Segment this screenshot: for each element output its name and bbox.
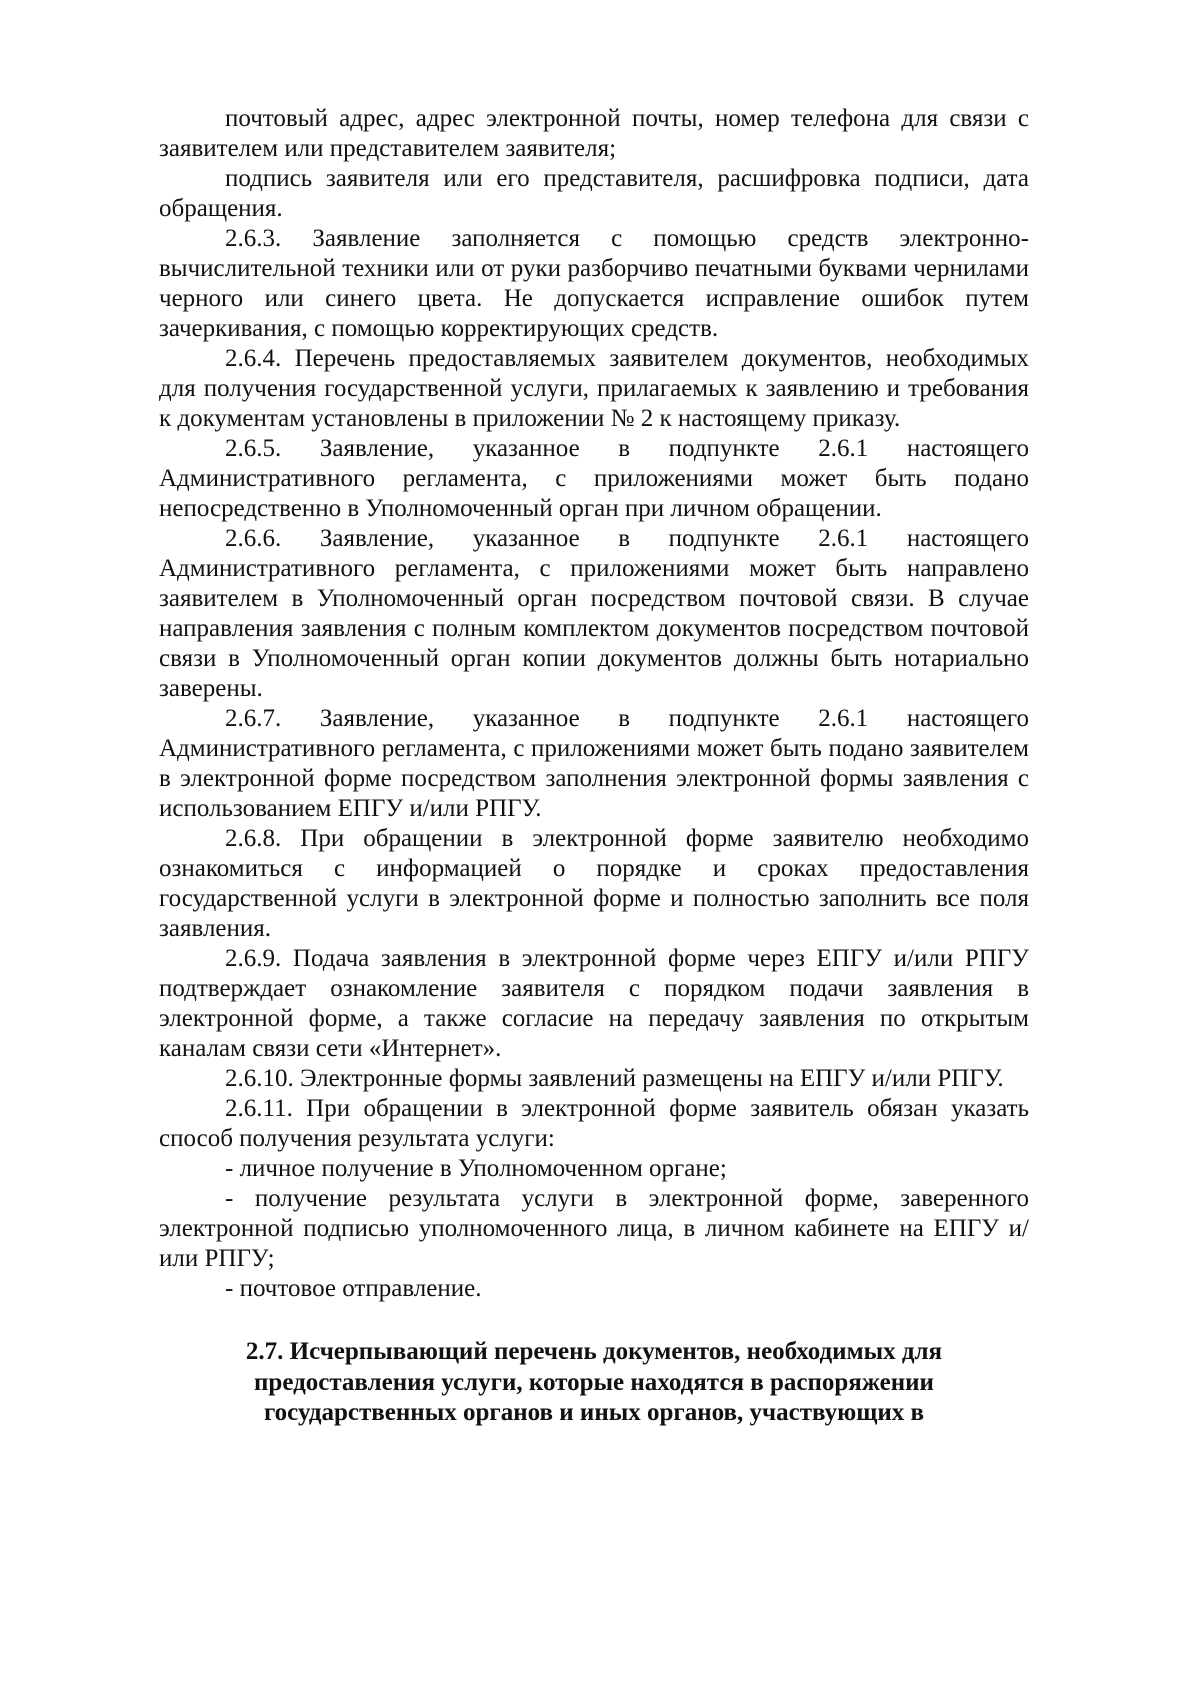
paragraph-2-6-9: 2.6.9. Подача заявления в электронной форме через ЕПГУ и/или РПГУ подтверждает ознакомление заявителя с порядком подачи заявления в электронной форме, а также согласие на передачу заявления по открытым каналам связи сети «Интернет». xyxy=(159,945,1029,1062)
paragraph-2-6-3: 2.6.3. Заявление заполняется с помощью средств электронно-вычислительной техники или от руки разборчиво печатными буквами чернилами черного или синего цвета. Не допускается исправление ошибок путем зачеркивания, с помощью корректирующих средств. xyxy=(159,225,1029,342)
paragraph-2-6-10: 2.6.10. Электронные формы заявлений размещены на ЕПГУ и/или РПГУ. xyxy=(225,1065,1004,1092)
list-item-electronic-receipt: - получение результата услуги в электронной форме, заверенного электронной подписью уполномоченного лица, в личном кабинете на ЕПГУ и/или РПГУ; xyxy=(159,1185,1029,1272)
document-page xyxy=(159,104,1029,1429)
paragraph-signature: подпись заявителя или его представителя, расшифровка подписи, дата обращения. xyxy=(159,165,1029,222)
list-item-postal-delivery: - почтовое отправление. xyxy=(225,1275,482,1302)
paragraph-2-6-6: 2.6.6. Заявление, указанное в подпункте 2.6.1 настоящего Административного регламента, с приложениями может быть направлено заявителем в Уполномоченный орган посредством почтовой связи. В случае направления заявления с полным комплектом документов посредством почтовой связи в Уполномоченный орган копии документов должны быть нотариально заверены. xyxy=(159,525,1029,702)
paragraph-contact-details: почтовый адрес, адрес электронной почты, номер телефона для связи с заявителем или представителем заявителя; xyxy=(159,105,1029,162)
paragraph-2-6-7: 2.6.7. Заявление, указанное в подпункте 2.6.1 настоящего Административного регламента, с приложениями может быть подано заявителем в электронной форме посредством заполнения электронной формы заявления с использованием ЕПГУ и/или РПГУ. xyxy=(159,705,1029,822)
paragraph-2-6-11: 2.6.11. При обращении в электронной форме заявитель обязан указать способ получения результата услуги: xyxy=(159,1095,1029,1152)
paragraph-2-6-8: 2.6.8. При обращении в электронной форме заявителю необходимо ознакомиться с информацией о порядке и сроках предоставления государственной услуги в электронной форме и полностью заполнить все поля заявления. xyxy=(159,825,1029,942)
section-heading-2-7: 2.7. Исчерпывающий перечень документов, необходимых для предоставления услуги, которые находятся в распоряжении государственных органов и иных органов, участвующих в xyxy=(245,1338,943,1426)
list-item-personal-receipt: - личное получение в Уполномоченном органе; xyxy=(225,1155,727,1182)
paragraph-2-6-4: 2.6.4. Перечень предоставляемых заявителем документов, необходимых для получения государственной услуги, прилагаемых к заявлению и требования к документам установлены в приложении № 2 к настоящему приказу. xyxy=(159,345,1029,432)
paragraph-2-6-5: 2.6.5. Заявление, указанное в подпункте 2.6.1 настоящего Административного регламента, с приложениями может быть подано непосредственно в Уполномоченный орган при личном обращении. xyxy=(159,435,1029,522)
